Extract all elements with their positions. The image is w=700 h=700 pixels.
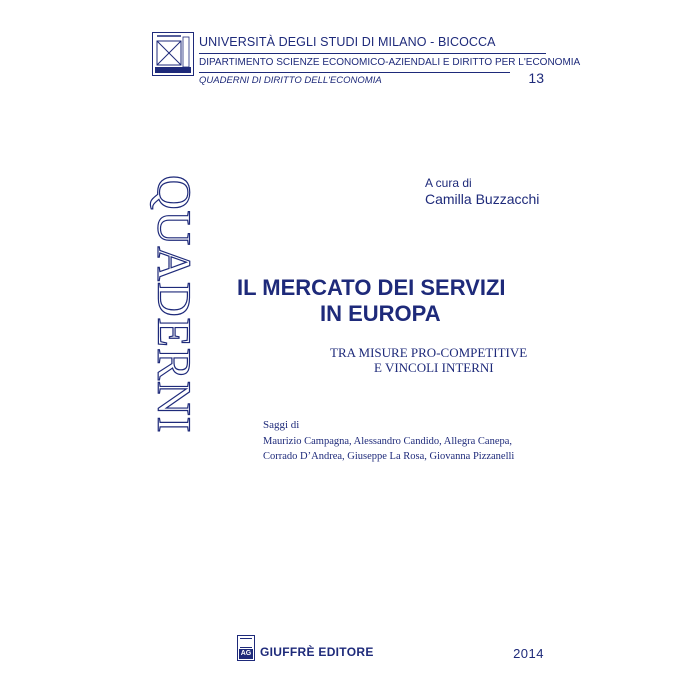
book-title [237,275,506,327]
series-vertical-title: QUADERNI [147,175,200,434]
essays-label: Saggi di [263,419,300,431]
series-vertical-wrapper [147,175,199,579]
editor-label: A cura di [425,176,472,190]
book-title-line2: IN EUROPA [320,301,441,326]
book-subtitle [330,345,527,375]
header-rule-bottom [199,72,510,73]
book-subtitle-line1: TRA MISURE PRO-COMPETITIVE [330,345,528,360]
essays-authors [263,434,514,464]
header-rule-top [199,53,546,54]
university-name: UNIVERSITÀ DEGLI STUDI DI MILANO - BICOCCA [199,35,496,49]
publisher-name: GIUFFRÈ EDITORE [260,645,374,659]
volume-number: 13 [528,70,544,86]
essays-authors-line2: Corrado D’Andrea, Giuseppe La Rosa, Giovanna Pizzanelli [263,451,515,462]
publisher-logo-mark: AG [240,650,252,657]
publisher-logo-icon [237,635,255,661]
editor-name: Camilla Buzzacchi [425,191,540,207]
publisher-logo-frame [240,638,252,648]
essays-authors-line1: Maurizio Campagna, Alessandro Candido, Allegra Canepa, [263,436,513,447]
book-cover [147,27,581,673]
publication-year: 2014 [513,646,544,661]
book-title-line1: IL MERCATO DEI SERVIZI [237,275,506,300]
department-name: DIPARTIMENTO SCIENZE ECONOMICO-AZIENDALI E DIRITTO PER L'ECONOMIA [199,57,581,68]
university-logo [152,32,194,76]
series-name: QUADERNI DI DIRITTO DELL'ECONOMIA [199,75,382,86]
book-subtitle-line2: E VINCOLI INTERNI [374,360,494,375]
university-seal-icon [153,33,193,75]
